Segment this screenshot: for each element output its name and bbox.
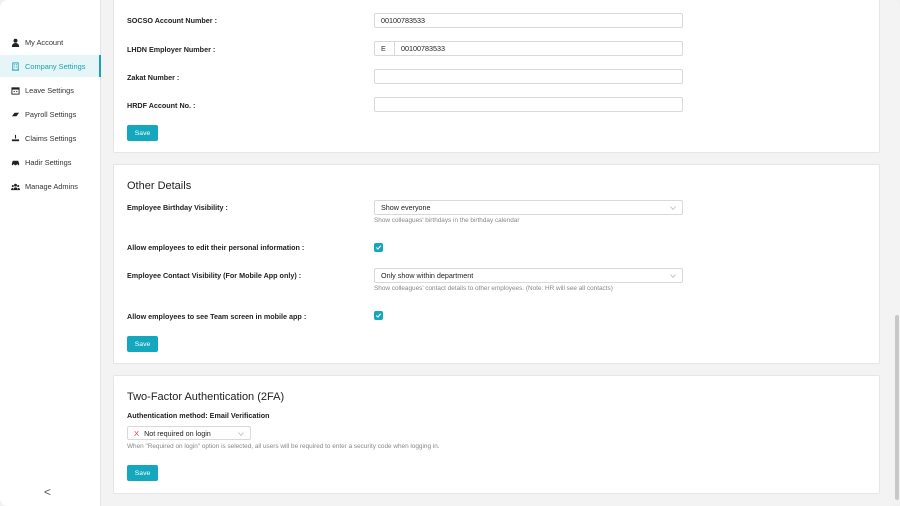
car-icon [11,158,20,167]
other-details-card [113,164,880,364]
two-factor-card [113,375,880,494]
sidebar-item-manage-admins[interactable] [0,175,101,197]
socso-input[interactable]: 00100783533 [374,13,683,28]
zakat-label: Zakat Number : [127,73,180,82]
save-button[interactable]: Save [127,465,158,481]
edit-info-checkbox[interactable] [374,243,383,252]
sidebar-item-label: Company Settings [25,61,86,71]
save-button[interactable]: Save [127,125,158,141]
2fa-hint: When "Required on login" option is selected, all users will be required to enter a security code when logging in. [127,443,440,450]
lhdn-label: LHDN Employer Number : [127,45,216,54]
lhdn-prefix: E [381,42,395,55]
sidebar-item-label: Payroll Settings [25,109,77,119]
close-icon: X [134,428,140,438]
main-content [101,0,900,506]
sidebar-item-payroll-settings[interactable] [0,103,101,125]
zakat-input[interactable] [374,69,683,84]
statutory-card [113,0,880,153]
section-title: Two-Factor Authentication (2FA) [127,391,285,403]
contact-visibility-label: Employee Contact Visibility (For Mobile App only) : [127,271,302,280]
birthday-visibility-value: Show everyone [381,203,431,212]
sidebar-item-label: My Account [25,37,64,47]
contact-visibility-value: Only show within department [381,271,474,280]
contact-visibility-hint: Show colleagues' contact details to other employees. (Note: HR will see all contacts) [374,285,613,292]
sidebar-item-leave-settings[interactable] [0,79,101,101]
chevron-down-icon [238,430,244,436]
team-screen-label: Allow employees to see Team screen in mobile app : [127,312,307,321]
socso-label: SOCSO Account Number : [127,16,217,25]
sidebar-item-label: Hadir Settings [25,157,72,167]
sidebar-item-claims-settings[interactable] [0,127,101,149]
2fa-requirement-value: Not required on login [144,428,211,438]
lhdn-value: 00100783533 [401,44,445,53]
edit-info-label: Allow employees to edit their personal information : [127,243,305,252]
sidebar-item-hadir-settings[interactable] [0,151,101,173]
birthday-visibility-label: Employee Birthday Visibility : [127,203,228,212]
sidebar-item-label: Leave Settings [25,85,74,95]
sidebar-item-company-settings[interactable] [0,55,101,77]
collapse-sidebar-button[interactable]: < [44,485,52,499]
birthday-visibility-select[interactable] [374,200,683,215]
lhdn-input[interactable] [374,41,683,56]
chevron-down-icon [670,204,676,210]
section-title: Other Details [127,180,192,192]
contact-visibility-select[interactable] [374,268,683,283]
sidebar-item-label: Manage Admins [25,181,78,191]
scrollbar[interactable] [895,315,899,500]
hrdf-label: HRDF Account No. : [127,101,196,110]
2fa-requirement-select[interactable] [127,426,251,440]
auth-method-label: Authentication method: Email Verification [127,411,270,420]
chevron-down-icon [670,272,676,278]
hrdf-input[interactable] [374,97,683,112]
claims-icon [11,134,20,143]
sidebar [0,0,101,506]
building-icon [11,62,20,71]
calendar-icon [11,86,20,95]
sidebar-item-my-account[interactable] [0,31,101,53]
sidebar-item-label: Claims Settings [25,133,77,143]
team-screen-checkbox[interactable] [374,311,383,320]
group-icon [11,182,20,191]
user-icon [11,38,20,47]
save-button[interactable]: Save [127,336,158,352]
money-icon [11,110,20,119]
birthday-visibility-hint: Show colleagues' birthdays in the birthday calendar [374,217,520,224]
